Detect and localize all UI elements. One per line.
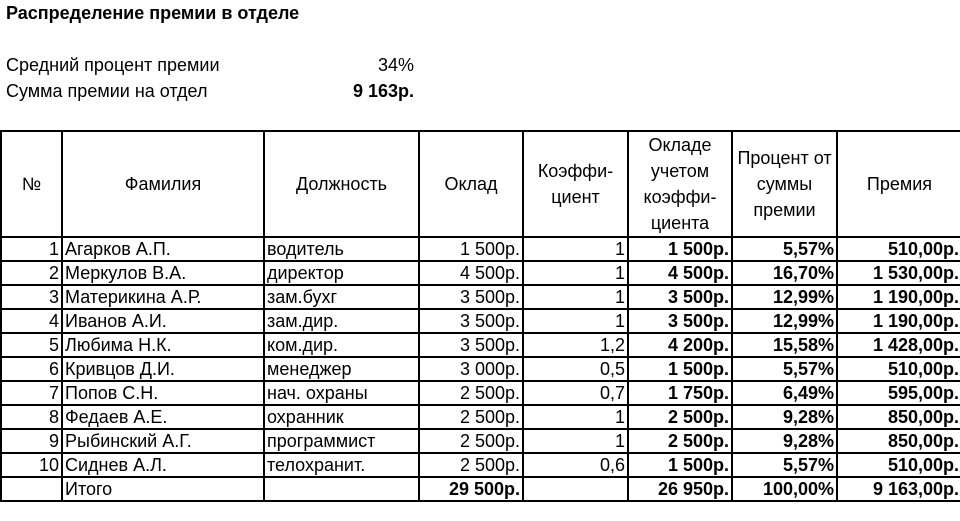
row-name[interactable]: Меркулов В.А. [62,261,264,285]
row-coef[interactable]: 1 [523,429,628,453]
table-row [1,237,960,261]
avg-percent-row [6,55,414,77]
row-salary[interactable]: 2 500р. [419,453,523,477]
row-name[interactable]: Иванов А.И. [62,309,264,333]
row-percent[interactable]: 5,57% [732,357,837,381]
row-coef[interactable]: 1 [523,309,628,333]
row-name[interactable]: Кривцов Д.И. [62,357,264,381]
row-adjusted-salary[interactable]: 1 500р. [628,357,732,381]
row-position[interactable]: программист [264,429,419,453]
row-coef[interactable]: 1,2 [523,333,628,357]
header-percent[interactable]: Процент от суммы премии [732,131,837,237]
row-num[interactable]: 5 [1,333,62,357]
header-position[interactable]: Должность [264,131,419,237]
department-bonus-row [6,81,414,103]
row-bonus[interactable]: 1 190,00р. [837,309,960,333]
total-salary[interactable]: 29 500р. [419,477,523,501]
row-name[interactable]: Федаев А.Е. [62,405,264,429]
row-percent[interactable]: 12,99% [732,309,837,333]
row-salary[interactable]: 2 500р. [419,405,523,429]
row-name[interactable]: Любима Н.К. [62,333,264,357]
row-salary[interactable]: 3 500р. [419,309,523,333]
row-bonus[interactable]: 1 530,00р. [837,261,960,285]
row-adjusted-salary[interactable]: 1 500р. [628,453,732,477]
row-coef[interactable]: 0,6 [523,453,628,477]
row-position[interactable]: водитель [264,237,419,261]
row-position[interactable]: ком.дир. [264,333,419,357]
row-adjusted-salary[interactable]: 3 500р. [628,309,732,333]
row-coef[interactable]: 1 [523,405,628,429]
row-adjusted-salary[interactable]: 1 750р. [628,381,732,405]
row-position[interactable]: охранник [264,405,419,429]
row-percent[interactable]: 16,70% [732,261,837,285]
row-bonus[interactable]: 510,00р. [837,453,960,477]
row-num[interactable]: 7 [1,381,62,405]
row-bonus[interactable]: 510,00р. [837,237,960,261]
total-row [1,477,960,501]
page-title: Распределение премии в отделе [6,3,300,23]
row-adjusted-salary[interactable]: 4 200р. [628,333,732,357]
row-num[interactable]: 1 [1,237,62,261]
table-row [1,357,960,381]
row-name[interactable]: Материкина А.Р. [62,285,264,309]
table-row [1,333,960,357]
row-bonus[interactable]: 510,00р. [837,357,960,381]
department-bonus-value[interactable]: 9 163р. [352,81,414,101]
row-salary[interactable]: 2 500р. [419,429,523,453]
row-adjusted-salary[interactable]: 1 500р. [628,237,732,261]
row-num[interactable]: 6 [1,357,62,381]
table-row [1,429,960,453]
row-salary[interactable]: 4 500р. [419,261,523,285]
avg-percent-label: Средний процент премии [6,55,220,75]
row-num[interactable]: 2 [1,261,62,285]
row-adjusted-salary[interactable]: 3 500р. [628,285,732,309]
row-coef[interactable]: 1 [523,261,628,285]
table-row [1,285,960,309]
total-coef-cell[interactable] [523,477,628,501]
row-num[interactable]: 3 [1,285,62,309]
header-num[interactable]: № [1,131,62,237]
row-num[interactable]: 8 [1,405,62,429]
total-adjusted-salary[interactable]: 26 950р. [628,477,732,501]
row-percent[interactable]: 12,99% [732,285,837,309]
total-label[interactable]: Итого [62,477,264,501]
row-adjusted-salary[interactable]: 2 500р. [628,429,732,453]
row-salary[interactable]: 3 500р. [419,333,523,357]
header-name[interactable]: Фамилия [62,131,264,237]
row-name[interactable]: Рыбинский А.Г. [62,429,264,453]
row-name[interactable]: Сиднев А.Л. [62,453,264,477]
total-num-cell[interactable] [1,477,62,501]
row-name[interactable]: Попов С.Н. [62,381,264,405]
row-position[interactable]: зам.дир. [264,309,419,333]
row-adjusted-salary[interactable]: 4 500р. [628,261,732,285]
bonus-table [0,130,960,502]
table-row [1,381,960,405]
total-position-cell[interactable] [264,477,419,501]
row-name[interactable]: Агарков А.П. [62,237,264,261]
row-position[interactable]: телохранит. [264,453,419,477]
header-adjusted-salary[interactable]: Окладе учетом коэффи-циента [628,131,732,237]
row-percent[interactable]: 5,57% [732,453,837,477]
avg-percent-value[interactable]: 34% [377,55,414,75]
row-bonus[interactable]: 850,00р. [837,405,960,429]
row-percent[interactable]: 9,28% [732,429,837,453]
row-adjusted-salary[interactable]: 2 500р. [628,405,732,429]
row-num[interactable]: 4 [1,309,62,333]
row-percent[interactable]: 9,28% [732,405,837,429]
row-bonus[interactable]: 1 190,00р. [837,285,960,309]
row-bonus[interactable]: 850,00р. [837,429,960,453]
row-percent[interactable]: 5,57% [732,237,837,261]
row-percent[interactable]: 6,49% [732,381,837,405]
table-row [1,405,960,429]
row-coef[interactable]: 0,7 [523,381,628,405]
row-salary[interactable]: 1 500р. [419,237,523,261]
row-coef[interactable]: 1 [523,285,628,309]
header-row [1,131,960,237]
row-position[interactable]: зам.бухг [264,285,419,309]
row-position[interactable]: нач. охраны [264,381,419,405]
row-percent[interactable]: 15,58% [732,333,837,357]
row-coef[interactable]: 1 [523,237,628,261]
table-row [1,309,960,333]
row-bonus[interactable]: 595,00р. [837,381,960,405]
total-percent[interactable]: 100,00% [732,477,837,501]
row-num[interactable]: 10 [1,453,62,477]
row-num[interactable]: 9 [1,429,62,453]
row-coef[interactable]: 0,5 [523,357,628,381]
row-salary[interactable]: 3 500р. [419,285,523,309]
row-salary[interactable]: 3 000р. [419,357,523,381]
header-salary[interactable]: Оклад [419,131,523,237]
total-bonus[interactable]: 9 163,00р. [837,477,960,501]
table-row [1,453,960,477]
header-coef[interactable]: Коэффи-циент [523,131,628,237]
row-position[interactable]: менеджер [264,357,419,381]
row-position[interactable]: директор [264,261,419,285]
header-bonus[interactable]: Премия [837,131,960,237]
department-bonus-label: Сумма премии на отдел [6,81,208,101]
row-salary[interactable]: 2 500р. [419,381,523,405]
table-row [1,261,960,285]
row-bonus[interactable]: 1 428,00р. [837,333,960,357]
